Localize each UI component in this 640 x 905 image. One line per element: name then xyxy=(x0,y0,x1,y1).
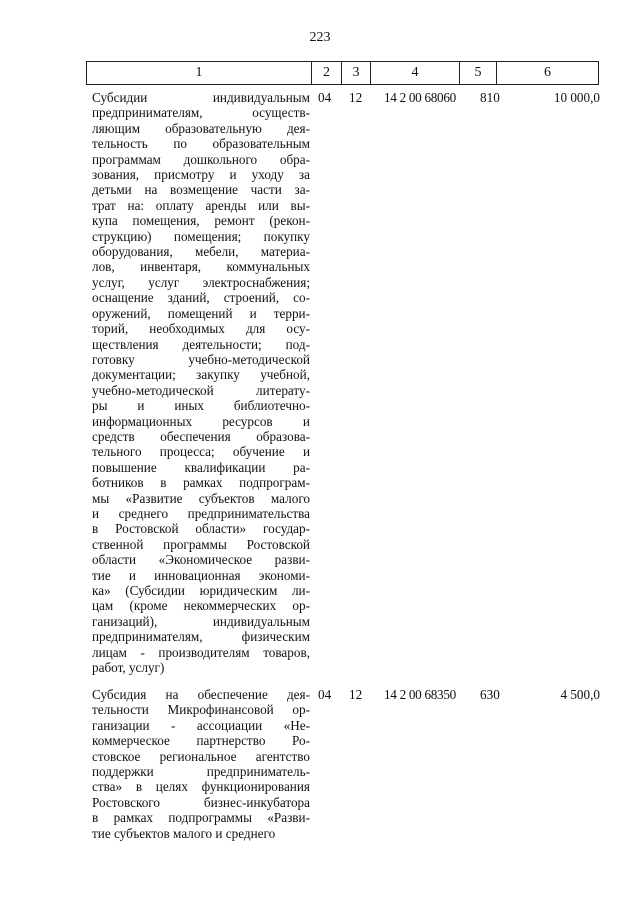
description-line: тие и инновационная экономи- xyxy=(92,567,310,583)
description-line: коммерческое партнерство Ро- xyxy=(92,733,310,749)
description-line: информационных ресурсов и xyxy=(92,413,310,429)
description-line: стовское региональное агентство xyxy=(92,748,310,764)
header-col-1: 1 xyxy=(87,62,312,85)
row-2-expense-type: 630 xyxy=(480,687,500,702)
description-line: трат на: оплату аренды или вы- xyxy=(92,197,310,213)
description-line: цам (кроме некоммерческих ор- xyxy=(92,598,310,614)
row-1-section: 04 xyxy=(318,90,332,105)
description-line: лов, инвентаря, коммунальных xyxy=(92,259,310,275)
description-line: тельность по образовательным xyxy=(92,136,310,152)
row-2-section: 04 xyxy=(318,687,332,702)
description-line: документации; закупку учебной, xyxy=(92,367,310,383)
description-line: оружений, помещений и терри- xyxy=(92,305,310,321)
description-line: услуг, услуг электроснабжения; xyxy=(92,274,310,290)
row-1-description xyxy=(92,90,310,675)
description-line: тие субъектов малого и среднего xyxy=(92,825,276,841)
row-1-expense-type: 810 xyxy=(480,90,500,105)
row-1-target-article: 14 2 00 68060 xyxy=(384,90,456,105)
header-col-3: 3 xyxy=(342,62,371,85)
row-2-target-article: 14 2 00 68350 xyxy=(384,687,456,702)
header-col-4: 4 xyxy=(371,62,460,85)
description-line: программам дошкольного обра- xyxy=(92,151,310,167)
description-line: мы «Развитие субъектов малого xyxy=(92,490,310,506)
description-line: ственной программы Ростовской xyxy=(92,536,310,552)
description-line: предпринимателям, физическим xyxy=(92,629,310,645)
description-line: торий, необходимых для осу- xyxy=(92,321,310,337)
description-line: готовку учебно-методической xyxy=(92,351,310,367)
description-line: повышение квалификации ра- xyxy=(92,459,310,475)
description-line: предпринимателям, осуществ- xyxy=(92,105,310,121)
description-line: учебно-методической литерату- xyxy=(92,382,310,398)
description-line: Субсидии индивидуальным xyxy=(92,90,310,105)
description-line: зования, присмотру и уходу за xyxy=(92,167,310,183)
description-line: ществления деятельности; под- xyxy=(92,336,310,352)
description-line: ры и иных библиотечно- xyxy=(92,398,310,414)
description-line: струкцию) помещения; покупку xyxy=(92,228,310,244)
description-line: области «Экономическое разви- xyxy=(92,552,310,568)
row-2-description xyxy=(92,687,310,841)
description-line: ка» (Субсидии юридическим ли- xyxy=(92,583,310,598)
row-2-amount: 4 500,0 xyxy=(560,687,600,702)
table-header-row xyxy=(87,62,599,85)
description-line: тельного процесса; обучение и xyxy=(92,444,310,460)
page-number: 223 xyxy=(309,30,331,45)
table-header xyxy=(86,61,599,85)
description-line: средств обеспечения образова- xyxy=(92,428,310,444)
description-line: в Ростовской области» государ- xyxy=(92,521,310,537)
description-line: работ, услуг) xyxy=(92,660,165,676)
description-line: ботников в рамках подпрограм- xyxy=(92,475,310,491)
description-line: Субсидия на обеспечение дея- xyxy=(92,687,310,702)
description-line: ганизации - ассоциации «Не- xyxy=(92,717,310,733)
description-line: Ростовского бизнес-инкубатора xyxy=(92,794,310,810)
header-col-6: 6 xyxy=(497,62,599,85)
row-1-amount: 10 000,0 xyxy=(553,90,600,105)
description-line: купа помещения, ремонт (рекон- xyxy=(92,213,310,229)
description-line: тельности Микрофинансовой ор- xyxy=(92,702,310,718)
description-line: ства» в целях функционирования xyxy=(92,779,310,795)
header-col-2: 2 xyxy=(312,62,342,85)
row-1-subsection: 12 xyxy=(349,90,363,105)
header-col-5: 5 xyxy=(460,62,497,85)
description-line: оснащение зданий, строений, со- xyxy=(92,290,310,306)
description-line: детьми на возмещение части за- xyxy=(92,182,310,198)
description-line: ганизаций), индивидуальным xyxy=(92,613,310,629)
description-line: оборудования, мебели, материа- xyxy=(92,244,310,260)
description-line: поддержки предприниматель- xyxy=(92,764,310,780)
description-line: и среднего предпринимательства xyxy=(92,505,310,521)
description-line: в рамках подпрограммы «Разви- xyxy=(92,810,310,826)
description-line: лицам - производителям товаров, xyxy=(92,644,310,660)
row-2-subsection: 12 xyxy=(349,687,363,702)
description-line: ляющим образовательную дея- xyxy=(92,120,310,136)
